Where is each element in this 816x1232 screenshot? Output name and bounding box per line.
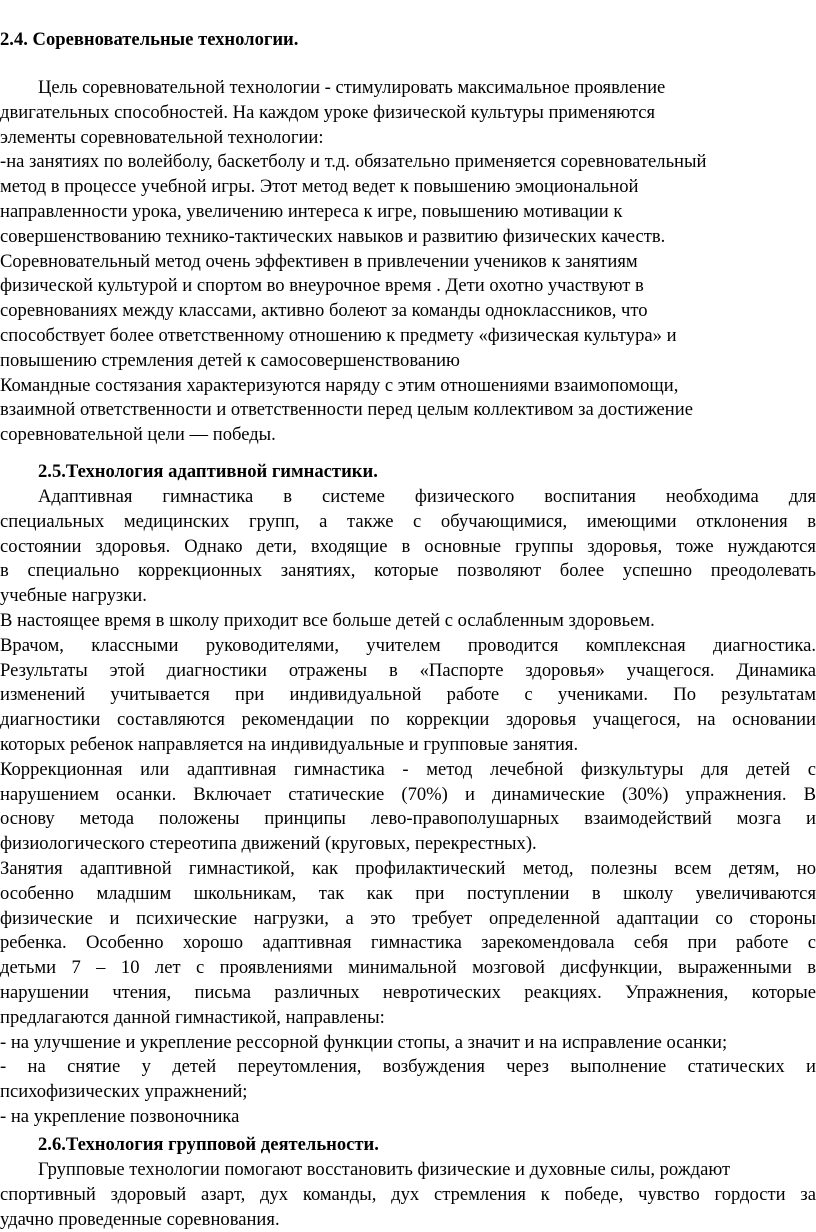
text-line: Результаты этой диагностики отражены в «Паспорте здоровья» учащегося. Динамика [0, 659, 816, 681]
text-line: способствует более ответственному отношению к предмету «физическая культура» и [0, 324, 677, 346]
section-2-5-body [0, 485, 816, 1130]
text-line: Соревновательный метод очень эффективен в привлечении учеников к занятиям [0, 250, 638, 272]
text-line: физической культурой и спортом во внеурочное время . Дети охотно участвуют в [0, 275, 644, 297]
text-line: совершенствованию технико-тактических навыков и развитию физических качеств. [0, 225, 666, 247]
text-line: изменений учитывается при индивидуальной работе с учениками. По результатам [0, 684, 816, 706]
text-line: состоянии здоровья. Однако дети, входящие в основные группы здоровья, тоже нуждаются [0, 535, 816, 557]
text-line: в специально коррекционных занятиях, которые позволяют более успешно преодолевать [0, 560, 816, 582]
text-line: физические и психические нагрузки, а это требует определенной адаптации со стороны [0, 907, 816, 929]
text-line: детьми 7 – 10 лет с проявлениями минимальной мозговой дисфункции, выраженными в [0, 957, 816, 979]
text-line: -на занятиях по волейболу, баскетболу и т.д. обязательно применяется соревновательный [0, 151, 707, 173]
text-line: - на укрепление позвоночника [0, 1105, 240, 1127]
text-line: двигательных способностей. На каждом уроке физической культуры применяются [0, 101, 656, 123]
text-line: повышению стремления детей к самосовершенствованию [0, 349, 460, 371]
text-line: ребенка. Особенно хорошо адаптивная гимнастика зарекомендовала себя при работе с [0, 932, 816, 954]
text-line: метод в процессе учебной игры. Этот метод ведет к повышению эмоциональной [0, 176, 639, 198]
text-line: учебные нагрузки. [0, 585, 147, 607]
text-line: Командные состязания характеризуются наряду с этим отношениями взаимопомощи, [0, 374, 679, 396]
text-line: которых ребенок направляется на индивидуальные и групповые занятия. [0, 733, 579, 755]
text-line: нарушении чтения, письма различных невротических реакциях. Упражнения, которые [0, 981, 816, 1003]
text-line: Коррекционная или адаптивная гимнастика - метод лечебной физкультуры для детей с [0, 758, 816, 780]
text-line: физиологического стереотипа движений (круговых, перекрестных). [0, 833, 537, 855]
text-line: диагностики составляются рекомендации по коррекции здоровья учащегося, на основании [0, 709, 816, 731]
text-line: элементы соревновательной технологии: [0, 126, 324, 148]
text-line: В настоящее время в школу приходит все больше детей с ослабленным здоровьем. [0, 609, 655, 631]
section-2-6-body [0, 1158, 816, 1232]
text-line: специальных медицинских групп, а также с обучающимися, имеющими отклонения в [0, 510, 816, 532]
text-line: Адаптивная гимнастика в системе физического воспитания необходима для [38, 486, 816, 507]
text-line: Цель соревновательной технологии - стимулировать максимальное проявление [38, 77, 666, 98]
text-line: нарушением осанки. Включает статические (70%) и динамические (30%) упражнения. В [0, 783, 816, 805]
text-line: удачно проведенные соревнования. [0, 1208, 280, 1230]
text-line: особенно младшим школьникам, так как при поступлении в школу увеличиваются [0, 882, 816, 904]
text-line: соревнованиях между классами, активно болеют за команды одноклассников, что [0, 300, 648, 322]
text-line: Групповые технологии помогают восстановить физические и духовные силы, рождают [38, 1159, 731, 1180]
text-line: направленности урока, увеличению интереса к игре, повышению мотивации к [0, 200, 623, 222]
text-line: взаимной ответственности и ответственности перед целым коллективом за достижение [0, 399, 693, 421]
text-line: предлагаются данной гимнастикой, направлены: [0, 1006, 385, 1028]
text-line: - на улучшение и укрепление рессорной функции стопы, а значит и на исправление осанки; [0, 1031, 728, 1053]
text-line: - на снятие у детей переутомления, возбуждения через выполнение статических и [0, 1056, 816, 1078]
section-2-5-title: 2.5.Технология адаптивной гимнастики. [38, 461, 378, 482]
text-line: Занятия адаптивной гимнастикой, как профилактический метод, полезны всем детям, но [0, 857, 816, 879]
text-line: Врачом, классными руководителями, учителем проводится комплексная диагностика. [0, 634, 816, 656]
section-2-4-body [0, 76, 816, 448]
text-line: основу метода положены принципы лево-правополушарных взаимодействий мозга и [0, 808, 816, 830]
section-2-4-title: 2.4. Соревновательные технологии. [0, 29, 299, 50]
text-line: спортивный здоровый азарт, дух команды, дух стремления к победе, чувство гордости за [0, 1183, 816, 1205]
text-line: соревновательной цели — победы. [0, 424, 276, 446]
text-line: психофизических упражнений; [0, 1081, 248, 1103]
section-2-6-title: 2.6.Технология групповой деятельности. [38, 1134, 379, 1155]
